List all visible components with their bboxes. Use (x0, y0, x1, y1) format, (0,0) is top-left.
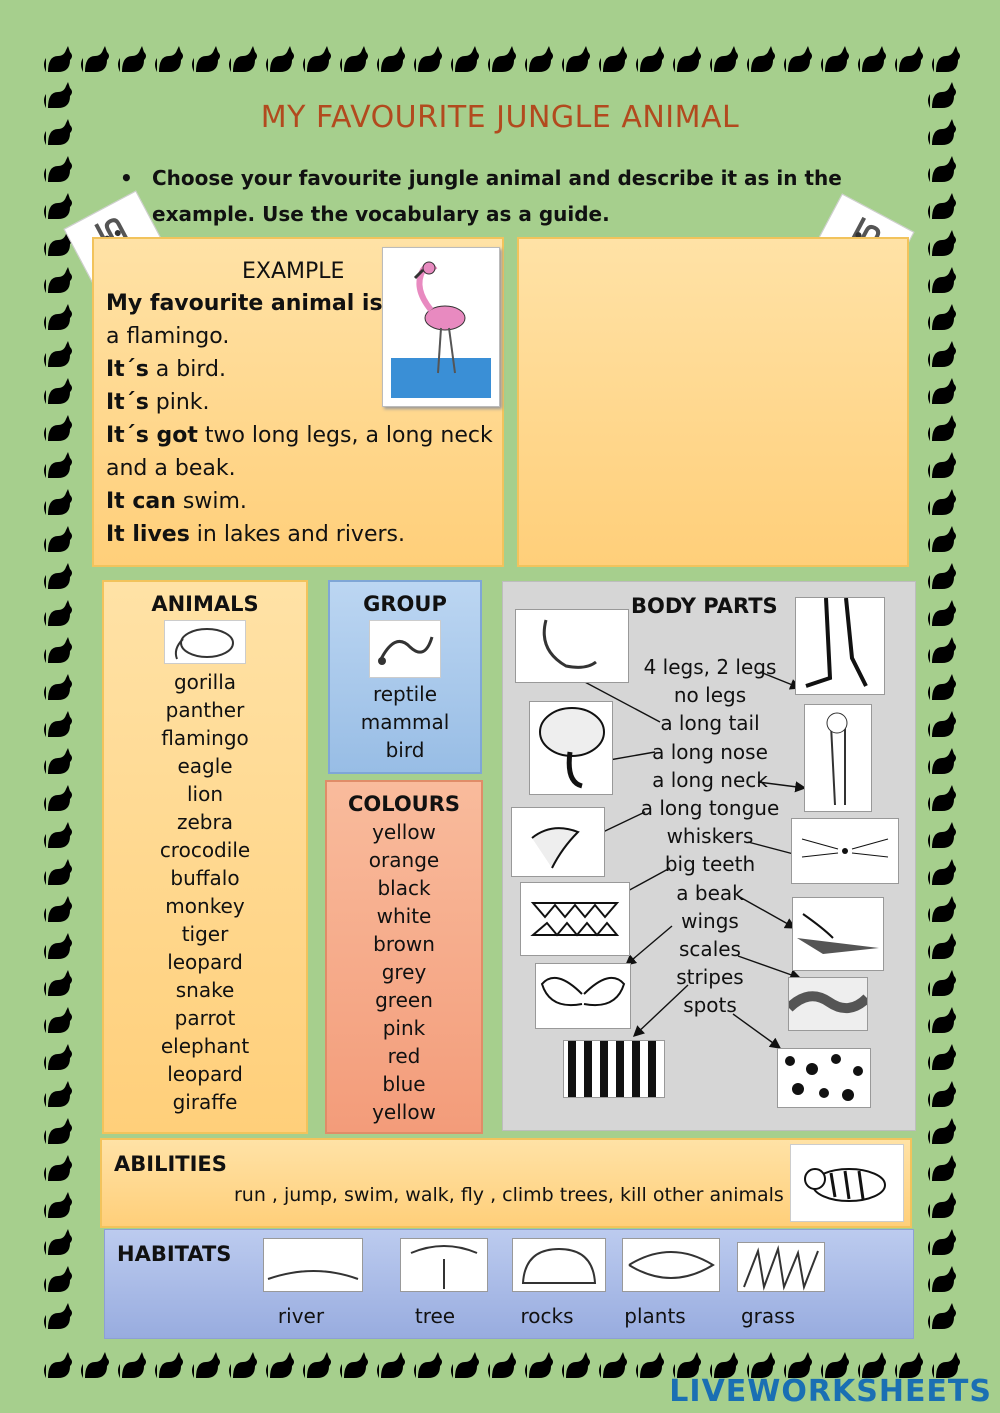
grass-picture (737, 1242, 825, 1292)
group-heading: GROUP (363, 592, 447, 616)
lizard-tongue-picture (511, 807, 605, 877)
tail-picture (515, 609, 629, 683)
plants-picture (622, 1238, 720, 1292)
abilities-text: run , jump, swim, walk, fly , climb trees, kill other animals (234, 1184, 784, 1206)
scales-picture (788, 977, 868, 1031)
example-line-bold: It lives (106, 522, 190, 547)
colour-item: yellow (372, 820, 436, 844)
colour-item: green (375, 988, 433, 1012)
body-part-item: 4 legs, 2 legs (643, 655, 777, 679)
page-title: MY FAVOURITE JUNGLE ANIMAL (260, 100, 740, 135)
body-part-item: a beak (676, 880, 744, 905)
habitat-label: rocks (520, 1304, 574, 1328)
whiskers-picture (791, 818, 899, 884)
bullet-icon: • (120, 166, 133, 190)
elephant-head-picture (529, 701, 613, 795)
flamingo-legs-picture (795, 597, 885, 695)
habitat-label: grass (740, 1304, 795, 1328)
body-part-item: a long tail (660, 711, 760, 736)
colours-heading: COLOURS (347, 792, 461, 816)
body-parts-heading: BODY PARTS (631, 594, 778, 618)
stripes-picture (563, 1040, 665, 1098)
animals-heading: ANIMALS (151, 592, 259, 616)
colour-item: brown (373, 932, 435, 956)
colour-item: orange (368, 848, 440, 872)
wings-picture (535, 963, 631, 1029)
example-line-text: a flamingo. (106, 324, 230, 349)
body-part-item: spots (683, 993, 737, 1018)
animal-item: zebra (177, 810, 233, 834)
rocks-picture (512, 1238, 606, 1292)
body-part-item: whiskers (666, 824, 754, 849)
animal-item: monkey (165, 894, 245, 918)
river-picture (263, 1238, 363, 1292)
animal-item: eagle (177, 754, 233, 778)
abilities-panel (100, 1138, 912, 1228)
example-line-bold: It´s got (106, 423, 198, 448)
colour-item: grey (381, 960, 427, 984)
animal-item: snake (175, 978, 235, 1002)
group-item: mammal (360, 710, 450, 734)
body-part-item: a long neck (652, 767, 768, 792)
habitat-label: river (277, 1304, 325, 1328)
example-line-bold: It´s (106, 390, 149, 415)
example-line-bold: It can (106, 489, 176, 514)
spots-picture (777, 1048, 871, 1108)
example-line-bold: It´s (106, 357, 149, 382)
animal-item: elephant (160, 1034, 250, 1058)
colour-item: white (376, 904, 432, 928)
tiger-picture (790, 1144, 904, 1222)
teeth-picture (520, 882, 630, 956)
example-line-text: two long legs, a long neck (197, 423, 493, 448)
animal-item: gorilla (173, 670, 237, 694)
animal-item: panther (165, 698, 245, 722)
body-part-item: stripes (676, 965, 744, 990)
body-part-item: big teeth (664, 852, 756, 877)
colour-item: yellow (372, 1100, 436, 1124)
example-heading: EXAMPLE (242, 259, 345, 284)
colour-item: red (387, 1044, 421, 1068)
animal-item: parrot (174, 1006, 236, 1030)
habitat-label: tree (414, 1304, 456, 1328)
group-item: reptile (372, 682, 438, 706)
animal-item: leopard (167, 1062, 243, 1086)
animal-item: flamingo (161, 726, 249, 750)
abilities-heading: ABILITIES (114, 1152, 227, 1176)
body-part-item: a long nose (652, 739, 768, 764)
example-line-text: a bird. (148, 357, 226, 382)
habitats-heading: HABITATS (117, 1242, 232, 1266)
instruction-text: Choose your favourite jungle animal and describe it as in the example. Use the vocabulary as a guide. (152, 166, 842, 226)
colour-item: blue (382, 1072, 426, 1096)
example-line-text: and a beak. (106, 456, 236, 481)
body-part-item: scales (679, 937, 741, 961)
example-line-text: in lakes and rivers. (189, 522, 405, 547)
body-part-item: wings (681, 908, 739, 933)
colour-item: black (377, 876, 431, 900)
group-item: bird (385, 738, 425, 762)
beak-picture (792, 897, 884, 971)
colour-item: pink (382, 1016, 426, 1040)
example-line-bold: My favourite animal is (106, 291, 383, 316)
example-line-text: swim. (175, 489, 247, 514)
animal-item: giraffe (172, 1090, 238, 1114)
tree-picture (400, 1238, 488, 1292)
habitat-label: plants (624, 1304, 686, 1328)
animal-item: buffalo (170, 866, 240, 890)
animal-item: crocodile (159, 838, 251, 862)
example-line-text: pink. (148, 390, 210, 415)
giraffe-picture (804, 704, 872, 812)
body-part-item: a long tongue (640, 796, 780, 820)
animal-item: leopard (167, 950, 243, 974)
animal-item: lion (186, 782, 224, 806)
body-part-item: no legs (673, 683, 747, 708)
brand-logo: LIVEWORKSHEETS (669, 1374, 992, 1409)
animal-item: tiger (181, 922, 229, 946)
